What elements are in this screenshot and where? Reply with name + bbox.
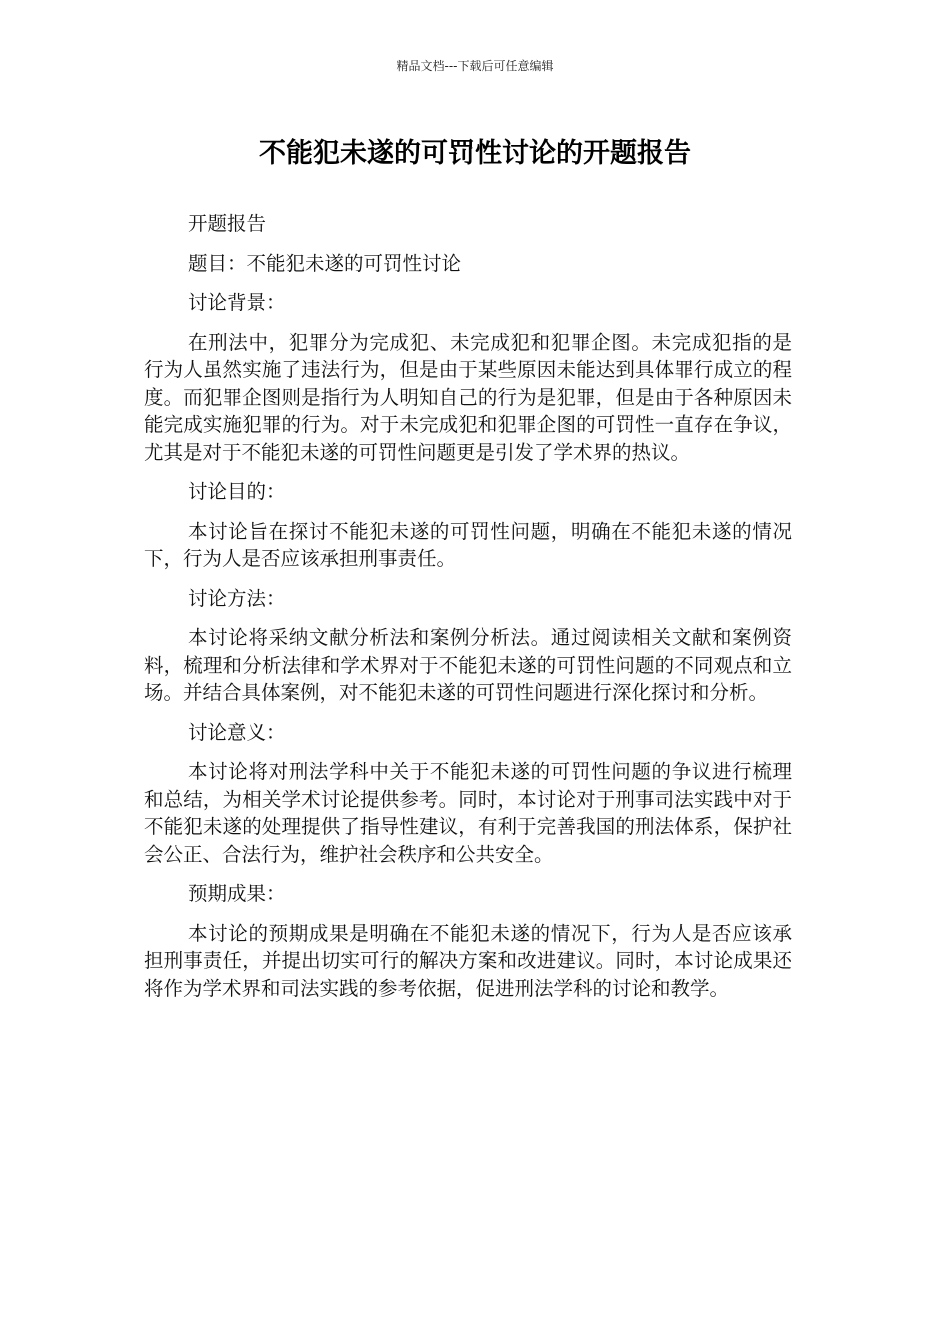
- heading-purpose: 讨论目的：: [188, 480, 286, 503]
- heading-expected-results: 预期成果：: [188, 882, 286, 905]
- header-note: 精品文档---下载后可任意编辑: [396, 59, 554, 73]
- paragraph-purpose: 本讨论旨在探讨不能犯未遂的可罚性问题，明确在不能犯未遂的情况下，行为人是否应该承担刑事责任。: [144, 519, 792, 570]
- heading-significance: 讨论意义：: [188, 720, 286, 744]
- paragraph-expected-results: 本讨论的预期成果是明确在不能犯未遂的情况下，行为人是否应该承担刑事责任，并提出切实可行的解决方案和改进建议。同时，本讨论成果还将作为学术界和司法实践的参考依据，促进刑法学科的讨论和教学。: [144, 921, 792, 1000]
- paragraph-background: 在刑法中，犯罪分为完成犯、未完成犯和犯罪企图。未完成犯指的是行为人虽然实施了违法行为，但是由于某些原因未能达到具体罪行成立的程度。而犯罪企图则是指行为人明知自己的行为是犯罪，但是由于各种原因未能完成实施犯罪的行为。对于未完成犯和犯罪企图的可罚性一直存在争议，尤其是对于不能犯未遂的可罚性问题更是引发了学术界的热议。: [144, 330, 792, 464]
- paragraph-method: 本讨论将采纳文献分析法和案例分析法。通过阅读相关文献和案例资料，梳理和分析法律和学术界对于不能犯未遂的可罚性问题的不同观点和立场。并结合具体案例，对不能犯未遂的可罚性问题进行深化探讨和分析。: [144, 626, 792, 704]
- heading-background: 讨论背景：: [188, 291, 286, 314]
- heading-method: 讨论方法：: [188, 586, 286, 610]
- document-title: 不能犯未遂的可罚性讨论的开题报告: [259, 138, 691, 169]
- paragraph-report-label: 开题报告: [188, 212, 267, 235]
- document-body: [144, 210, 792, 1014]
- paragraph-significance: 本讨论将对刑法学科中关于不能犯未遂的可罚性问题的争议进行梳理和总结，为相关学术讨论提供参考。同时，本讨论对于刑事司法实践中对于不能犯未遂的处理提供了指导性建议，有利于完善我国的刑法体系，保护社会公正、合法行为，维护社会秩序和公共安全。: [144, 760, 792, 866]
- paragraph-topic: 题目：不能犯未遂的可罚性讨论: [188, 251, 462, 275]
